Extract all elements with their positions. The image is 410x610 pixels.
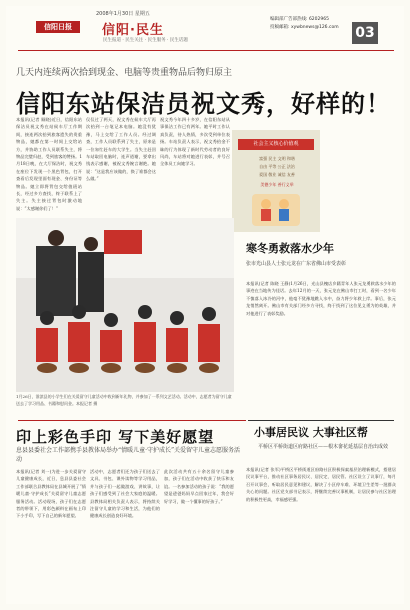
story-headline: 印上彩色手印 写下美好愿望 [16,428,215,446]
story-column-2: 活动中，志愿者们还为孩子们送去了文具、书包、课外读物等学习用品，并与孩子们一起做游戏、讲故事，让孩子们感受到了社会大家庭的温暖。县教体局相关负责人表示，将持续关注留守儿童的学习和生活，为他们的健康成长创造良好环境。 [90,469,160,519]
story-column-3: 此次活动共有五十余名留守儿童参加，孩子们在活动中收获了快乐和友谊。一名参加活动的孩子说：“我的愿望是爸爸妈妈早点回家过年，我会好好学习，做一个懂事的好孩子。” [164,469,234,504]
community-subtitle: 平桥区平桥街道区府路社区——根木畬花延基层自治出成效 [258,444,389,450]
story-column-1: 本报讯(记者 刘一)为进一步关爱留守儿童健康成长，近日，息县县委社会工作部联合县教体局在县城开展了“情暖儿童·守护成长”关爱留守儿童志愿服务活动。活动现场，孩子们在志愿者的带领下，用彩色颜料在画布上印下小手印，写下自己的新年愿望。 [16,469,86,519]
contact-phone: 编辑部广告部热线: 6202965 [270,17,329,22]
contact-info [270,16,339,32]
news-photo [16,218,234,392]
lead-column-2: 仅仅过了两天，祝文秀在候车大厅再次拾到一台笔记本电脑。她没有犹豫，马上交给了工作人员。经过调查，工作人员联系到了失主，原来是一位匆忙赶车的大学生。当失主赶回车站取回电脑时，连声道谢，要拿出钱表示感谢，被祝文秀婉言谢绝。她说：“这是我应该做的，换了谁都会这么做。” [86,117,156,182]
newspaper-logo: 信阳日报 [36,21,80,33]
community-headline: 小事居民议 大事社区帮 [254,426,368,439]
community-body: 本报讯(记者 张军)平桥区平桥街道区府路社区积极探索基层治理新模式，搭建居民议事平台，推动社区事务居民议、居民定、居民管。社区设立了议事厅，每月召开议事会，听取居民意见和建议，解决了小区停车难、环境卫生差等一批群众关心的问题。社区党支部书记表示，将继续完善议事机制，让居民参与社区治理的积极性更高，幸福感更强。 [246,467,396,502]
core-values-slogan: 美德少年 善行义举 [260,182,294,187]
dateline: 2008年1月30日 星期五 [96,11,150,17]
photo-caption: 1月26日，淮滨县的小学生们在关爱留守儿童活动中收到新年礼物，并参加了一系列文艺活动。活动中，志愿者为留守儿童送去了学习用品、书籍和慰问金。本报记者 摄 [16,394,232,406]
newspaper-page [6,6,404,604]
section-subtitle: 民生报道 · 民生关注 · 民生服务 · 民生话题 [103,38,188,43]
side-story-body: 本报讯(记者 陈晓 王静)1月26日，光山县槐店乡籍青年人张元龙勇救落水少年的事迹在当地传为佳话。去年12月的一天，张元龙在佛山市打工时，看到一名少年不慎落入冰冷的河中，他毫不犹豫地跳入水中，奋力将少年救上岸。事后，张元龙悄然离开。佛山市有关部门经多方寻找，终于找到了这位见义勇为的英雄，并对他进行了表彰奖励。 [246,281,396,316]
side-story-subtitle: 张市光山县人士张元龙在广东省佛山市受表彰 [246,261,347,267]
side-story-headline: 寒冬勇救落水少年 [246,242,334,255]
story-subtitle: 息县县委社会工作部携手县教体局举办“情暖儿童·守护成长”关爱留守儿童志愿服务活动 [16,447,241,463]
core-values-line: 爱国 敬业 诚信 友善 [259,172,295,177]
core-values-title: 社会主义核心价值观 [238,139,314,150]
header-rule [18,50,394,51]
lead-headline: 信阳东站保洁员祝文秀，好样的！ [16,89,391,118]
contact-email: 投稿邮箱: xywbnews@126.com [270,25,339,30]
side-rule [248,420,394,421]
lead-column-3: 祝文秀今年四十多岁，在信阳东站从事保洁工作已有两年。她平时工作认真负责，待人热情，多次受到单位表扬。车站负责人表示，祝文秀拾金不昧的行为体现了新时代劳动者的良好风尚，车站将对她进行表彰，并号召全体员工向她学习。 [160,117,230,167]
core-values-line: 自由 平等 公正 法治 [259,164,295,169]
cartoon-illustration [252,194,300,226]
section-rule [18,420,246,421]
core-values-box [232,130,320,232]
section-title: 信阳·民生 [102,23,164,38]
lead-column-1: 本报讯(记者 顾晓)近日，信阳东站保洁员祝文秀在站候车厅工作期间，接连两次拾到旅客遗失的贵重物品，她都在第一时间上交给站方，并协助工作人员联系失主，将物品完璧归赵，受到旅客的赞扬。1月18日晚，在大厅保洁时，祝文秀在座位下发现一个黑色背包，打开查看后发现里面有现金、身份证等物品。她立即将背包交给值班站长，经过多方查找，终于联系上了失主。失主接过背包时激动地说：“太感谢你们了！” [16,117,82,211]
page-number: 03 [352,22,378,44]
core-values-line: 富强 民主 文明 和谐 [259,156,295,161]
lead-kicker: 几天内连续两次拾到现金、电脑等贵重物品后物归原主 [16,68,233,78]
